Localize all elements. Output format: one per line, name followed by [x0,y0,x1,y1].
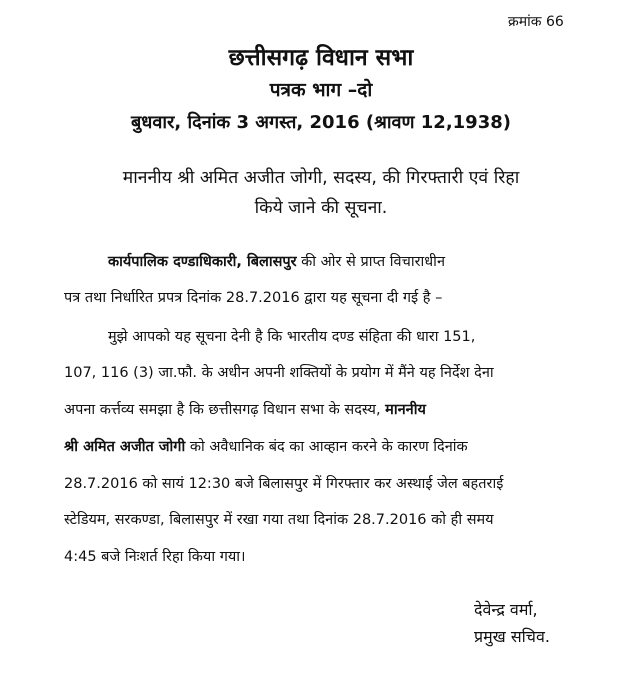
paragraph-2-line-4 [64,437,596,457]
serial-number: क्रमांक 66 [508,14,564,30]
paragraph-2-line-7: 4:45 बजे निःशर्त रिहा किया गया। [64,549,246,565]
signatory-name: देवेन्द्र वर्मा, [474,600,538,619]
paragraph-2-line-6: स्टेडियम, सरकण्डा, बिलासपुर में रखा गया तथा दिनांक 28.7.2016 को ही समय [64,512,494,528]
bulletin-date: बुधवार, दिनांक 3 अगस्त, 2016 (श्रावण 12,1938) [131,112,511,133]
paragraph-2-line-5: 28.7.2016 को सायं 12:30 बजे बिलासपुर में गिरफ्तार कर अस्थाई जेल बहतराई [64,476,504,492]
paragraph-2-line-2: 107, 116 (3) जा.फौ. के अधीन अपनी शक्तियों के प्रयोग में मैंने यह निर्देश देना [64,365,494,381]
assembly-title: छत्तीसगढ़ विधान सभा [228,45,414,71]
member-name: श्री अमित अजीत जोगी [64,439,186,455]
paragraph-2-line-1: मुझे आपको यह सूचना देनी है कि भारतीय दण्ड संहिता की धारा 151, [108,329,476,345]
authority-name: कार्यपालिक दण्डाधिकारी, बिलासपुर [108,254,297,270]
subject-line-2: किये जाने की सूचना. [254,198,388,218]
bulletin-part: पत्रक भाग –दो [269,79,373,101]
paragraph-1-line-2: पत्र तथा निर्धारित प्रपत्र दिनांक 28.7.2016 द्वारा यह सूचना दी गई है – [64,290,443,306]
subject-line-1: माननीय श्री अमित अजीत जोगी, सदस्य, की गिरफ्तारी एवं रिहा [122,168,520,188]
member-honorific: माननीय [385,402,426,418]
paragraph-2-line-3 [64,400,596,420]
paragraph-1-text: की ओर से प्राप्त विचाराधीन [296,254,445,270]
paragraph-2-text: को अवैधानिक बंद का आव्हान करने के कारण दिनांक [185,439,468,455]
signatory-designation: प्रमुख सचिव. [474,627,550,646]
paragraph-2-text: अपना कर्त्तव्य समझा है कि छत्तीसगढ़ विधान सभा के सदस्य, [64,402,386,418]
paragraph-1-line-1 [108,252,596,272]
